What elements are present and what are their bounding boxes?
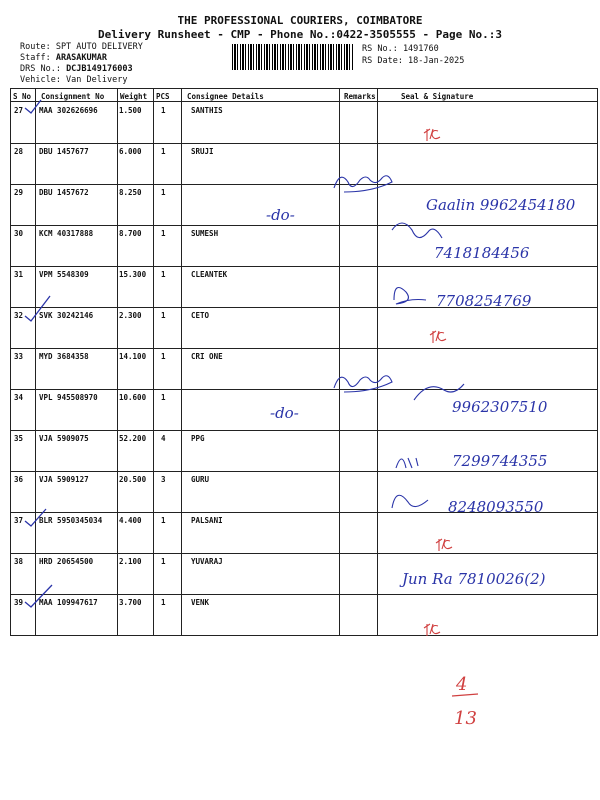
cell-weight: 2.100 [119, 557, 142, 566]
cell-pcs: 1 [161, 311, 166, 320]
cell-weight: 15.300 [119, 270, 147, 279]
cell-consignment: VJA 5909075 [39, 434, 89, 443]
cell-pcs: 1 [161, 147, 166, 156]
cell-sno: 32 [14, 311, 24, 320]
col-header-sno: S No [13, 92, 32, 101]
cell-pcs: 1 [161, 598, 166, 607]
cell-weight: 1.500 [119, 106, 142, 115]
signature-30: 7418184456 [434, 244, 530, 262]
vehicle-label: Vehicle: Van Delivery [20, 75, 128, 85]
signature-29: Gaalin 9962454180 [426, 196, 576, 214]
drs-number: DCJB149176003 [66, 64, 133, 74]
cell-weight: 3.700 [119, 598, 142, 607]
cell-weight: 52.200 [119, 434, 147, 443]
cell-weight: 14.100 [119, 352, 147, 361]
signature-scribble [394, 288, 426, 305]
rs-date: RS Date: 18-Jan-2025 [362, 56, 465, 66]
cell-weight: 4.400 [119, 516, 142, 525]
cell-sno: 34 [14, 393, 24, 402]
cell-consignee: VENK [191, 598, 210, 607]
signature-36: 8248093550 [448, 498, 544, 516]
cell-sno: 35 [14, 434, 24, 443]
signature-38: Jun Ra 7810026(2) [402, 570, 546, 588]
cell-pcs: 1 [161, 516, 166, 525]
cell-weight: 20.500 [119, 475, 147, 484]
cell-consignment: SVK 30242146 [39, 311, 94, 320]
red-mark-icon [424, 129, 440, 141]
signature-scribble [392, 495, 428, 508]
rs-number: RS No.: 1491760 [362, 44, 439, 54]
signature-scribble [392, 223, 442, 238]
cell-consignee: GURU [191, 475, 210, 484]
cell-pcs: 1 [161, 352, 166, 361]
cell-consignee: CRI ONE [191, 352, 223, 361]
cell-consignment: KCM 40317888 [39, 229, 94, 238]
cell-consignment: DBU 1457677 [39, 147, 89, 156]
cell-consignee: PALSANI [191, 516, 223, 525]
signature-35: 7299744355 [452, 452, 548, 470]
cell-sno: 27 [14, 106, 24, 115]
cell-consignee: PPG [191, 434, 205, 443]
runsheet-subtitle: Delivery Runsheet - CMP - Phone No.:0422-3505555 - Page No.:3 [98, 28, 502, 41]
cell-sno: 39 [14, 598, 24, 607]
cell-sno: 37 [14, 516, 24, 525]
company-title: THE PROFESSIONAL COURIERS, COIMBATORE [177, 14, 423, 27]
cell-consignment: VPL 945508970 [39, 393, 98, 402]
col-header-consignee: Consignee Details [187, 92, 264, 101]
cell-consignment: MAA 302626696 [39, 106, 98, 115]
col-header-pcs: PCS [156, 92, 170, 101]
cell-weight: 6.000 [119, 147, 142, 156]
cell-consignee: CLEANTEK [191, 270, 228, 279]
cell-pcs: 4 [161, 434, 166, 443]
signature-31: 7708254769 [436, 292, 532, 310]
col-header-weight: Weight [120, 92, 148, 101]
red-mark-icon [424, 624, 440, 636]
cell-sno: 30 [14, 229, 24, 238]
page-count-bottom: 13 [454, 708, 477, 729]
cell-consignment: VJA 5909127 [39, 475, 89, 484]
cell-consignment: VPM 5548309 [39, 270, 89, 279]
red-mark-icon [430, 331, 446, 343]
cell-sno: 28 [14, 147, 24, 156]
signature-scribble [396, 458, 418, 468]
drs-label: DRS No.: [20, 64, 67, 74]
cell-pcs: 3 [161, 475, 166, 484]
route-label: Route: SPT AUTO DELIVERY [20, 42, 143, 52]
ditto-mark: -do- [270, 404, 299, 422]
cell-consignment: MAA 109947617 [39, 598, 98, 607]
cell-consignment: MYD 3684358 [39, 352, 89, 361]
col-header-consignment: Consignment No [41, 92, 105, 101]
cell-pcs: 1 [161, 229, 166, 238]
cell-pcs: 1 [161, 188, 166, 197]
cell-weight: 10.600 [119, 393, 147, 402]
cell-consignee: SRUJI [191, 147, 214, 156]
check-mark-icon [25, 585, 52, 607]
cell-pcs: 1 [161, 270, 166, 279]
cell-pcs: 1 [161, 393, 166, 402]
cell-consignee: SANTHIS [191, 106, 223, 115]
page-count-top: 4 [456, 674, 468, 695]
cell-weight: 2.300 [119, 311, 142, 320]
cell-sno: 31 [14, 270, 24, 279]
cell-weight: 8.250 [119, 188, 142, 197]
cell-weight: 8.700 [119, 229, 142, 238]
check-mark-icon [25, 509, 46, 526]
signature-scribble [334, 376, 392, 392]
cell-sno: 29 [14, 188, 24, 197]
staff-label: Staff: [20, 53, 56, 63]
cell-consignment: BLR 5950345034 [39, 516, 103, 525]
cell-consignee: SUMESH [191, 229, 219, 238]
signature-scribble [334, 176, 392, 192]
staff-name: ARASAKUMAR [55, 53, 108, 63]
cell-pcs: 1 [161, 557, 166, 566]
col-header-remarks: Remarks [344, 92, 376, 101]
cell-consignment: DBU 1457672 [39, 188, 89, 197]
cell-sno: 36 [14, 475, 24, 484]
cell-consignee: YUVARAJ [191, 557, 223, 566]
cell-consignee: CETO [191, 311, 210, 320]
cell-consignment: HRD 20654500 [39, 557, 94, 566]
cell-pcs: 1 [161, 106, 166, 115]
check-mark-icon [25, 100, 41, 113]
check-mark-icon [25, 296, 50, 321]
cell-sno: 38 [14, 557, 24, 566]
col-header-signature: Seal & Signature [401, 92, 474, 101]
red-mark-icon [436, 539, 452, 551]
cell-sno: 33 [14, 352, 24, 361]
signature-34: 9962307510 [452, 398, 548, 416]
ditto-mark: -do- [266, 206, 295, 224]
